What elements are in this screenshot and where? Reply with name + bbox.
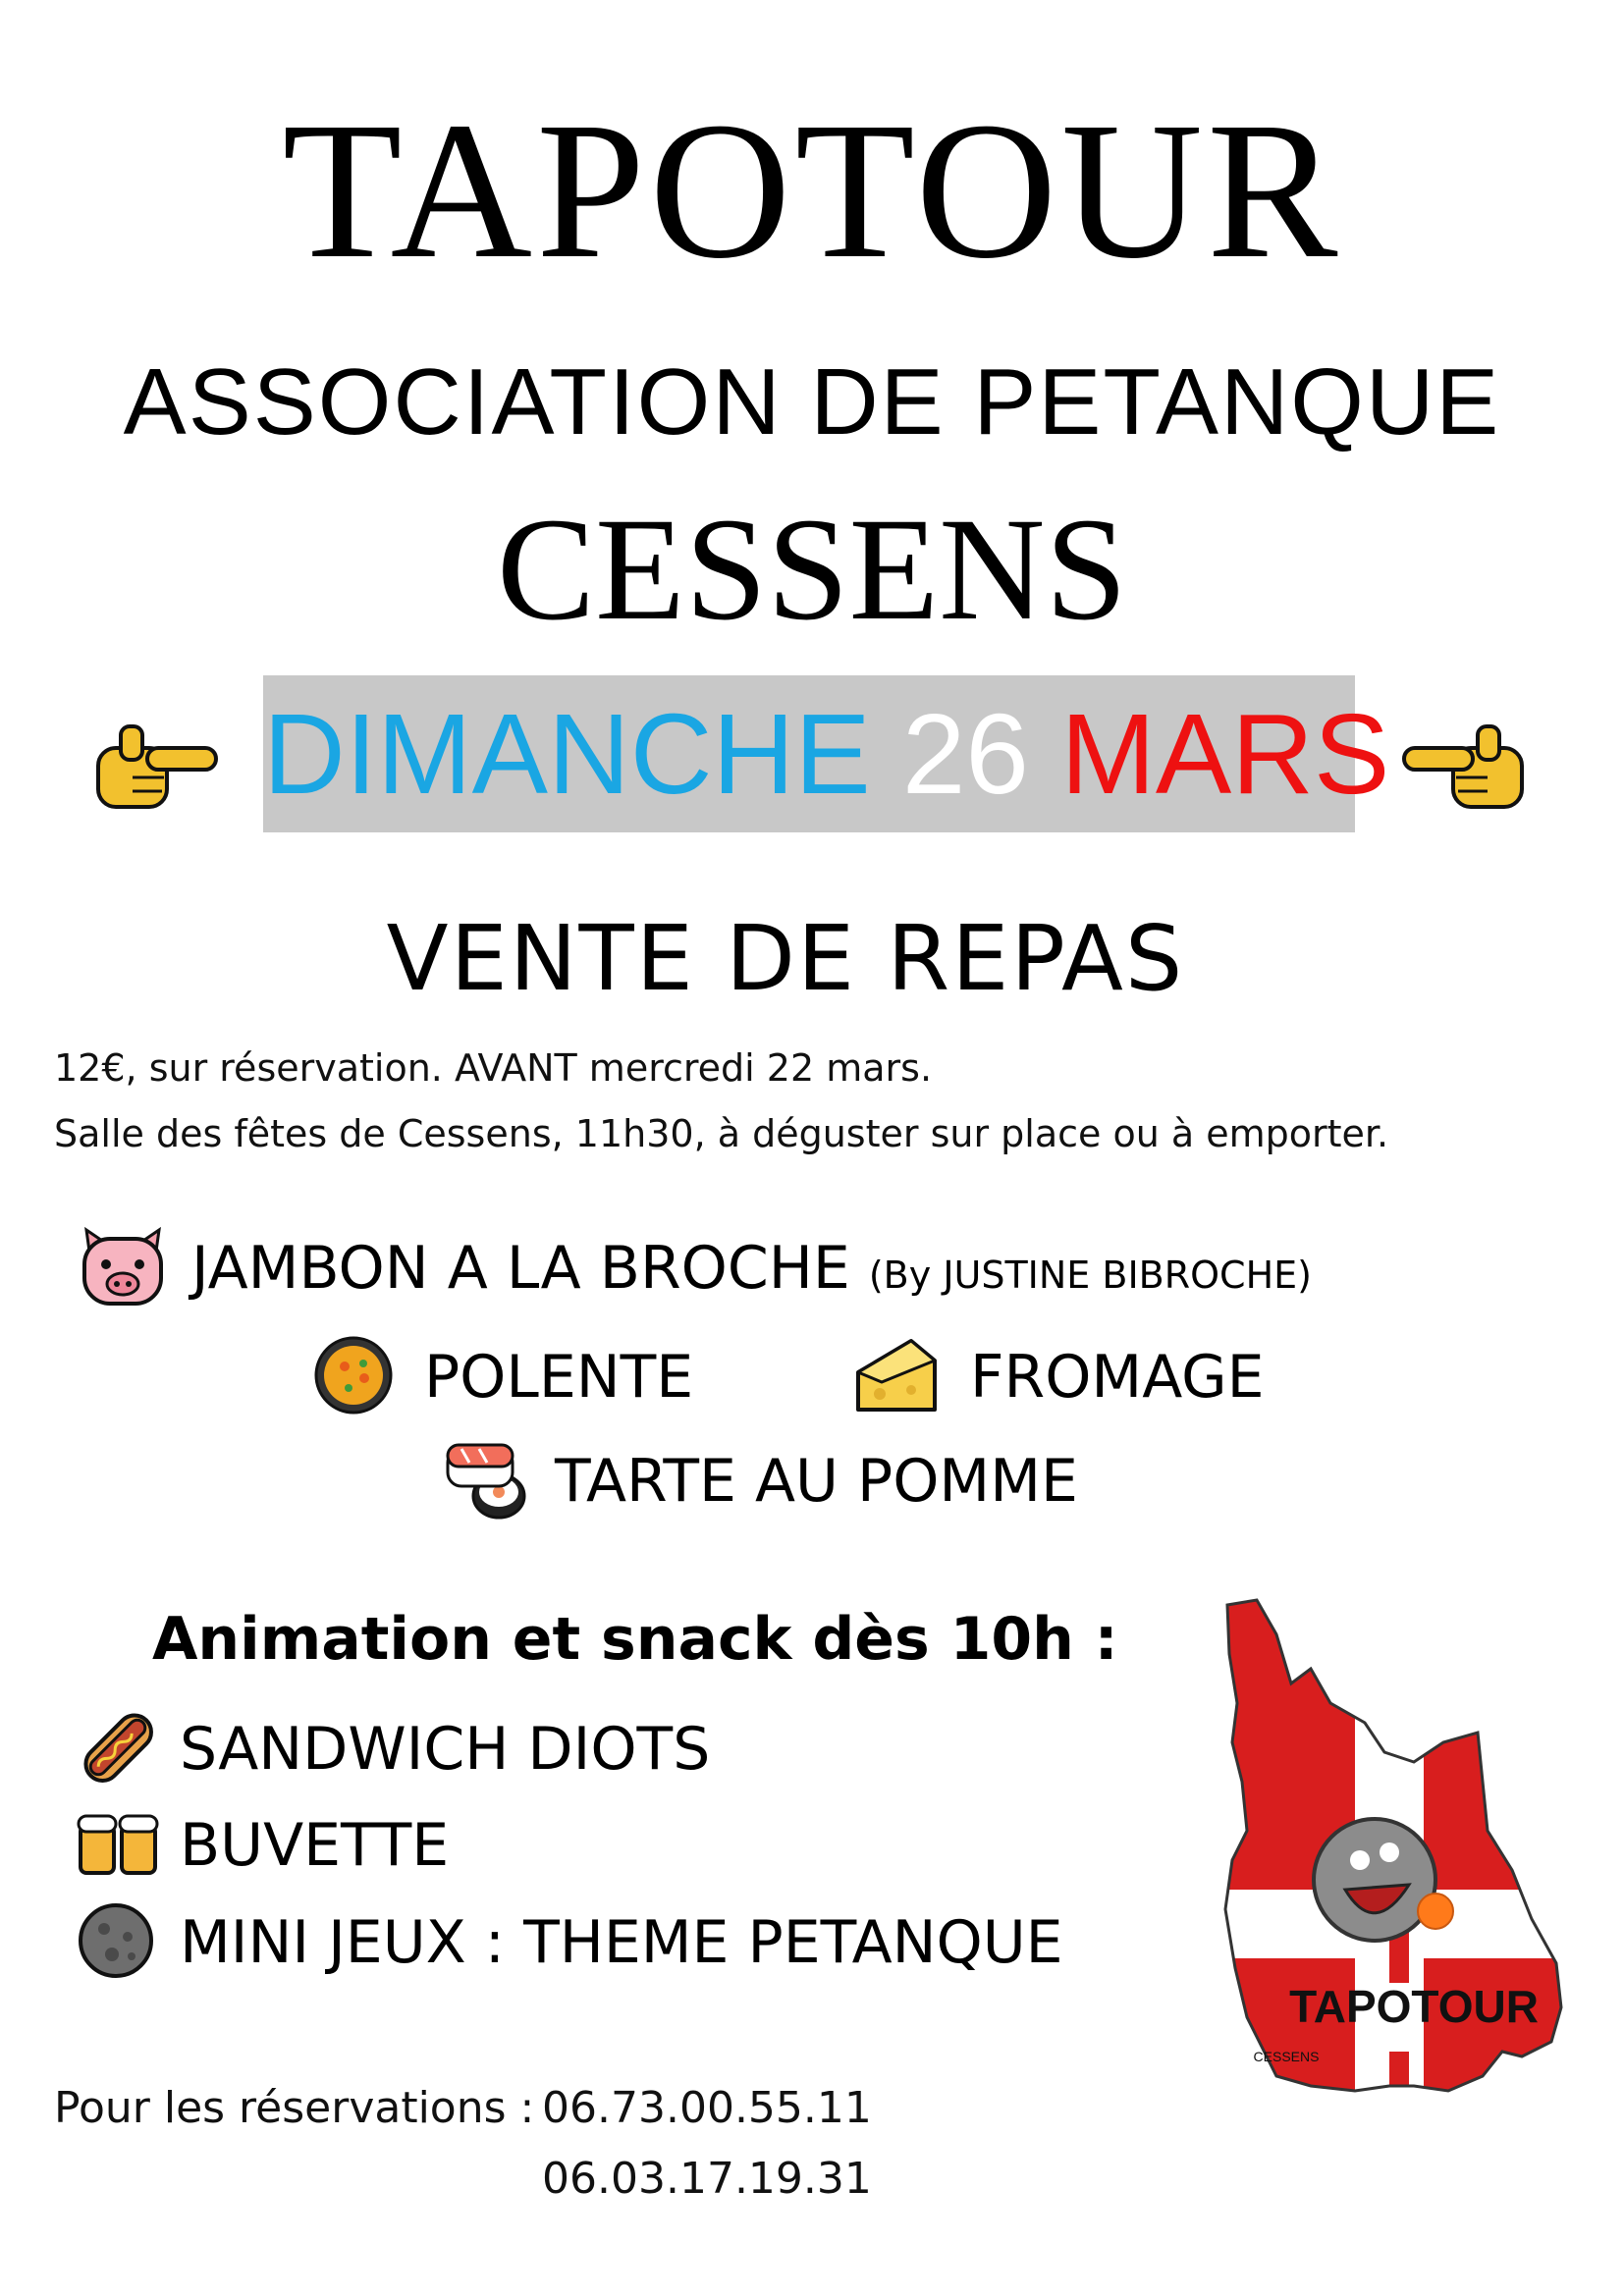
tapotour-logo (1218, 1595, 1571, 2106)
date-banner (263, 675, 1390, 832)
reservation-phone-1: 06.73.00.55.11 (542, 2083, 872, 2133)
date-month: MARS (1060, 690, 1390, 818)
meal-info-line-1: 12€, sur réservation. AVANT mercredi 22 mars. (54, 1046, 933, 1090)
food-item-fromage: FROMAGE (970, 1343, 1265, 1412)
town-name: CESSENS (497, 488, 1127, 651)
snack-item-mini-jeux: MINI JEUX : THEME PETANQUE (180, 1908, 1063, 1977)
meal-section-title: VENTE DE REPAS (386, 906, 1185, 1011)
paella-pan-icon (309, 1333, 398, 1416)
food-item-note: (By JUSTINE BIBROCHE) (868, 1254, 1312, 1297)
date-number: 26 (901, 690, 1029, 818)
date-day: DIMANCHE (263, 690, 871, 818)
food-item-polente: POLENTE (424, 1343, 694, 1412)
food-item-jambon (191, 1229, 1312, 1314)
association-subtitle: ASSOCIATION DE PETANQUE (123, 349, 1501, 454)
poster-title: TAPOTOUR (282, 82, 1342, 299)
reservation-label: Pour les réservations : (54, 2083, 535, 2133)
sushi-icon (440, 1435, 533, 1523)
food-item-label: JAMBON A LA BROCHE (191, 1234, 850, 1303)
snack-item-sandwich: SANDWICH DIOTS (180, 1715, 711, 1784)
snack-section-title: Animation et snack dès 10h : (152, 1605, 1118, 1674)
logo-subtext: CESSENS (1253, 2049, 1320, 2064)
reservation-phone-2: 06.03.17.19.31 (542, 2154, 872, 2204)
pig-icon (79, 1225, 167, 1308)
petanque-ball-icon (77, 1901, 155, 1980)
cheese-icon (852, 1333, 941, 1416)
meal-info-line-2: Salle des fêtes de Cessens, 11h30, à déguster sur place ou à emporter. (54, 1112, 1389, 1155)
pointing-right-hand-icon (93, 719, 221, 812)
pointing-left-hand-icon (1399, 719, 1527, 812)
beer-mugs-icon (75, 1806, 163, 1880)
food-item-tarte: TARTE AU POMME (555, 1447, 1078, 1516)
hotdog-icon (77, 1706, 160, 1789)
snack-item-buvette: BUVETTE (180, 1811, 450, 1880)
logo-text: TAPOTOUR (1289, 1981, 1539, 2032)
